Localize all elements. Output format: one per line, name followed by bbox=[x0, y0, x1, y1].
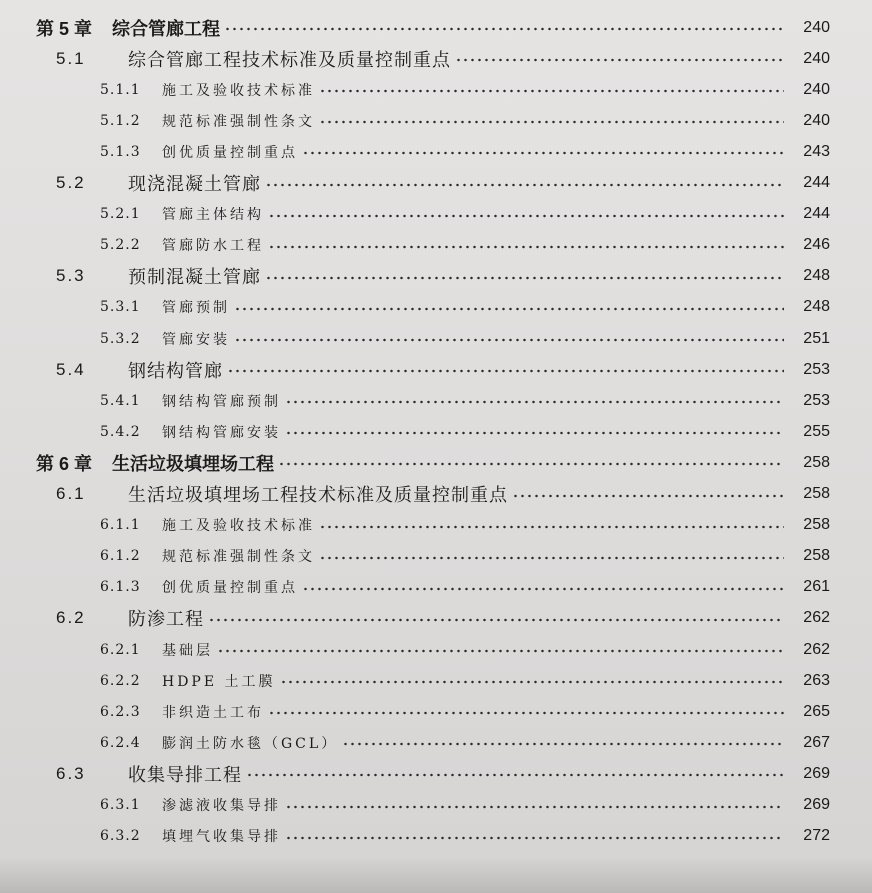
toc-subsection-row bbox=[0, 105, 872, 136]
toc-page-number: 248 bbox=[803, 267, 830, 285]
toc-entry-number: 第 5 章 bbox=[36, 18, 93, 39]
toc-entry-number: 5.4.2 bbox=[100, 423, 141, 440]
toc-section-row bbox=[0, 43, 872, 74]
toc-entry-title: 收集导排工程 bbox=[128, 764, 242, 785]
toc-entry-title: 管廊预制 bbox=[162, 300, 230, 317]
toc-dot-leader bbox=[302, 587, 784, 591]
toc-section-row bbox=[0, 479, 872, 510]
toc-entry-title: 综合管廊工程技术标准及质量控制重点 bbox=[128, 49, 451, 70]
toc-dot-leader bbox=[285, 805, 784, 809]
toc-entry-number: 5.4 bbox=[56, 359, 86, 379]
toc-dot-leader bbox=[302, 151, 784, 155]
toc-page-number: 269 bbox=[803, 764, 830, 782]
toc-dot-leader bbox=[208, 618, 784, 622]
toc-entry-title: 预制混凝土管廊 bbox=[128, 267, 261, 288]
toc-dot-leader bbox=[227, 369, 784, 373]
toc-subsection-row bbox=[0, 416, 872, 447]
toc-dot-leader bbox=[319, 89, 784, 93]
toc-entry-title: 综合管廊工程 bbox=[112, 18, 221, 39]
toc-entry-number: 5.3 bbox=[56, 266, 86, 286]
toc-chapter-row bbox=[0, 447, 872, 478]
toc-entry-number: 5.4.1 bbox=[100, 392, 141, 409]
toc-page-number: 258 bbox=[803, 547, 830, 565]
toc-subsection-row bbox=[0, 634, 872, 665]
toc-entry-number: 5.2 bbox=[56, 173, 86, 192]
toc-page-number: 263 bbox=[803, 671, 830, 689]
toc-page-number: 265 bbox=[803, 702, 830, 720]
toc-subsection-row bbox=[0, 510, 872, 541]
toc-dot-leader bbox=[319, 556, 784, 560]
toc-page-number: 240 bbox=[803, 80, 830, 98]
toc-entry-title: 管廊主体结构 bbox=[162, 207, 264, 224]
toc-entry-number: 6.3 bbox=[56, 763, 86, 783]
toc-page-number: 253 bbox=[803, 360, 830, 378]
toc-entry-number: 6.1 bbox=[56, 484, 86, 503]
toc-subsection-row bbox=[0, 199, 872, 230]
toc-subsection-row bbox=[0, 727, 872, 758]
toc-entry-number: 6.3.1 bbox=[100, 797, 141, 813]
toc-subsection-row bbox=[0, 572, 872, 603]
toc-dot-leader bbox=[455, 58, 784, 62]
toc-page-number: 267 bbox=[803, 733, 830, 751]
toc-entry-number: 5.3.2 bbox=[100, 330, 141, 347]
toc-subsection-row bbox=[0, 821, 872, 852]
toc-entry-number: 6.1.2 bbox=[100, 548, 141, 565]
toc-page-number: 272 bbox=[803, 827, 830, 845]
toc-page-number: 248 bbox=[803, 298, 830, 316]
toc-subsection-row bbox=[0, 696, 872, 727]
toc-page-number: 269 bbox=[803, 796, 830, 813]
toc-entry-title: 渗滤液收集导排 bbox=[162, 798, 281, 814]
toc-subsection-row bbox=[0, 136, 872, 167]
toc-entry-title: 规范标准强制性条文 bbox=[162, 113, 315, 130]
toc-page-number: 262 bbox=[803, 640, 830, 658]
toc-page-number: 240 bbox=[803, 18, 830, 36]
toc-dot-leader bbox=[265, 183, 784, 187]
toc-entry-number: 6.2 bbox=[56, 608, 86, 628]
toc-page-number: 244 bbox=[803, 205, 830, 223]
toc-section-row bbox=[0, 603, 872, 634]
toc-dot-leader bbox=[285, 400, 784, 404]
toc-entry-title: 防渗工程 bbox=[128, 609, 204, 630]
toc-entry-number: 5.3.1 bbox=[100, 299, 141, 316]
toc-dot-leader bbox=[512, 494, 784, 498]
toc-entry-title: 施工及验收技术标准 bbox=[162, 518, 315, 535]
toc-dot-leader bbox=[268, 245, 784, 249]
toc-dot-leader bbox=[285, 431, 784, 435]
toc-dot-leader bbox=[224, 27, 784, 31]
toc-entry-number: 5.1 bbox=[56, 48, 86, 68]
toc-dot-leader bbox=[265, 276, 784, 280]
toc-dot-leader bbox=[280, 680, 784, 684]
toc-entry-title: 创优质量控制重点 bbox=[162, 580, 298, 597]
toc-entry-title: 钢结构管廊安装 bbox=[162, 424, 281, 441]
toc-entry-title: 创优质量控制重点 bbox=[162, 144, 298, 161]
toc-entry-number: 6.3.2 bbox=[100, 828, 141, 845]
toc-subsection-row bbox=[0, 790, 872, 821]
toc-page-number: 240 bbox=[803, 111, 830, 129]
toc-entry-number: 第 6 章 bbox=[36, 453, 93, 474]
toc-subsection-row bbox=[0, 385, 872, 416]
toc-page-number: 243 bbox=[803, 142, 830, 160]
toc-entry-title: HDPE 土工膜 bbox=[162, 673, 276, 690]
toc-entry-title: 填埋气收集导排 bbox=[162, 829, 281, 846]
toc-page-number: 261 bbox=[803, 578, 830, 596]
toc-dot-leader bbox=[319, 525, 784, 529]
toc-dot-leader bbox=[246, 773, 784, 777]
toc-dot-leader bbox=[285, 836, 784, 840]
toc-entry-title: 管廊防水工程 bbox=[162, 238, 264, 255]
toc-subsection-row bbox=[0, 292, 872, 323]
toc-subsection-row bbox=[0, 665, 872, 696]
toc-section-row bbox=[0, 261, 872, 292]
toc-entry-number: 6.1.1 bbox=[100, 517, 141, 534]
toc-subsection-row bbox=[0, 230, 872, 261]
toc-entry-title: 非织造土工布 bbox=[162, 704, 264, 721]
toc-entry-title: 膨润土防水毯（GCL） bbox=[162, 735, 339, 752]
toc-page-number: 240 bbox=[803, 49, 830, 67]
toc-page-number: 244 bbox=[803, 174, 830, 191]
toc-dot-leader bbox=[268, 214, 784, 218]
toc-entry-number: 5.2.1 bbox=[100, 206, 141, 223]
toc-entry-title: 钢结构管廊预制 bbox=[162, 393, 281, 410]
toc-dot-leader bbox=[234, 338, 784, 342]
toc-page-number: 255 bbox=[803, 422, 830, 440]
toc-entry-number: 6.1.3 bbox=[100, 579, 141, 596]
toc-page-number: 246 bbox=[803, 236, 830, 254]
toc-dot-leader bbox=[278, 462, 784, 466]
toc-entry-title: 现浇混凝土管廊 bbox=[128, 174, 261, 194]
toc-entry-title: 基础层 bbox=[162, 642, 213, 659]
toc-page-number: 258 bbox=[803, 485, 830, 502]
toc-entry-title: 生活垃圾填埋场工程 bbox=[112, 453, 275, 474]
toc-subsection-row bbox=[0, 323, 872, 354]
toc-entry-number: 6.2.3 bbox=[100, 703, 141, 720]
toc-entry-number: 5.1.1 bbox=[100, 81, 141, 98]
toc-entry-number: 5.1.2 bbox=[100, 112, 141, 129]
toc-section-row bbox=[0, 168, 872, 199]
toc-subsection-row bbox=[0, 541, 872, 572]
toc-entry-number: 5.2.2 bbox=[100, 237, 141, 254]
toc-dot-leader bbox=[268, 711, 784, 715]
toc-chapter-row bbox=[0, 12, 872, 43]
toc-dot-leader bbox=[319, 120, 784, 124]
toc-dot-leader bbox=[217, 649, 784, 653]
toc-entry-number: 6.2.2 bbox=[100, 672, 141, 689]
toc-entry-number: 6.2.4 bbox=[100, 734, 141, 751]
toc-page-number: 258 bbox=[803, 453, 830, 471]
toc-dot-leader bbox=[342, 742, 784, 746]
toc-dot-leader bbox=[234, 307, 784, 311]
toc-page-number: 262 bbox=[803, 609, 830, 627]
toc-section-row bbox=[0, 354, 872, 385]
toc-entry-title: 生活垃圾填埋场工程技术标准及质量控制重点 bbox=[128, 485, 508, 505]
toc-page-number: 258 bbox=[803, 516, 830, 534]
toc-entry-title: 管廊安装 bbox=[162, 331, 230, 348]
toc-entry-number: 5.1.3 bbox=[100, 143, 141, 160]
toc-entry-title: 规范标准强制性条文 bbox=[162, 549, 315, 566]
toc-entry-number: 6.2.1 bbox=[100, 641, 141, 658]
toc-entry-title: 施工及验收技术标准 bbox=[162, 82, 315, 99]
toc-subsection-row bbox=[0, 74, 872, 105]
toc-entry-title: 钢结构管廊 bbox=[128, 360, 223, 381]
toc-page-number: 251 bbox=[803, 329, 830, 347]
toc-section-row bbox=[0, 758, 872, 789]
toc-page-number: 253 bbox=[803, 391, 830, 409]
